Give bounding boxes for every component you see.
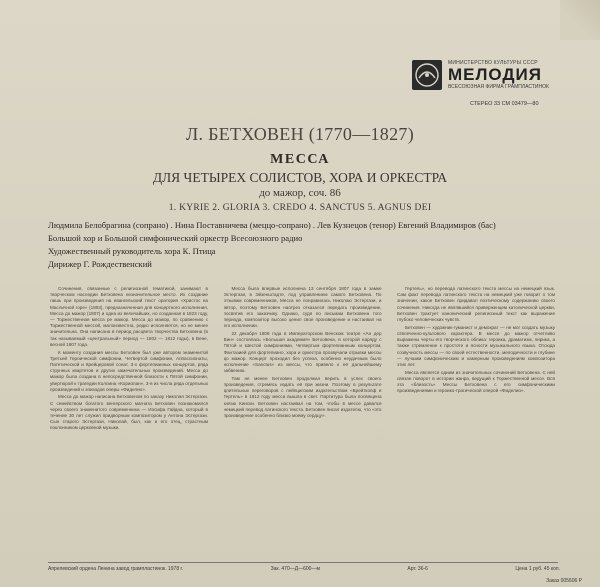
melodiya-logo	[412, 58, 580, 92]
melodiya-emblem-icon	[412, 60, 442, 90]
paragraph: Там не менее Бетховен продолжал верить в успех своего произведения, стремясь издать её при жизни. Поэтому в результате длительных переговоров с лейпцигским издательством «Брейткопф и Гертель» в 1812 году месса вышла в свет. Партитура была посвящена князю Кински. Бетховен настаивал на том, чтобы в мессе давался немецкий перевод латинского текста. Бетховен писал издателю, что «это произведение особенно близко моему сердцу».	[223, 375, 382, 419]
liner-notes	[50, 286, 555, 554]
paragraph: 22 декабря 1808 года в Императорском Венском театре «Ан дер Вин» состоялась «Большая академия» Бетховена, в которой наряду с Пятой и Шестой симфониями, Четвертым фортепианным концертом, Фантазией для фортепиано, хора и оркестра прозвучали отрывки мессы до мажор. Концерт проходил без успеха, особенно неудачным было исполнение «Sanctus» из мессы, что привело к её дальнейшему забвению.	[223, 330, 382, 374]
paragraph: Гертель», но перевода латинского текста мессы на немецкий язык. Сам факт перевода латинского текста на немецкий уже говорит о том значении, какое Бетховен придавал поэтическому содержанию своего сочинения. Никогда не являвшийся приверженцем католической церкви, Бетховен трактует канонический религиозный текст как выражение глубоко человеческих чувств.	[397, 286, 555, 323]
performers-credits	[48, 219, 568, 271]
conductor-line: Дирижер Г. Рождественский	[48, 259, 152, 269]
catalog-number: СТЕРЕО 33 СМ 03479—80	[470, 101, 539, 107]
chorus-master-line: Художественный руководитель хора К. Птица	[48, 246, 216, 256]
work-subtitle: ДЛЯ ЧЕТЫРЕХ СОЛИСТОВ, ХОРА И ОРКЕСТРА	[152, 170, 448, 185]
paragraph: Месса была впервые исполнена 13 сентября 1807 года в замке Эстергази, в Эйзенштадте, под управлением самого Бетховена. По отзывам современников, Месса не понравилась Николаю Эстергази, и автор, поэтому Бетховен наотрез отказался передать произведение, посвятив его заказчику. Однако, судя по письмам Бетховена того периода, композитор высоко ценил свое произведение и настаивал на его исполнении.	[223, 286, 382, 329]
logo-subtitle: ВСЕСОЮЗНАЯ ФИРМА ГРАМПЛАСТИНОК	[448, 84, 549, 90]
footer-divider	[48, 562, 558, 563]
work-key: до мажор, соч. 86	[259, 187, 341, 199]
sleeve-corner-shade	[560, 0, 600, 40]
logo-name: МЕЛОДИЯ	[448, 65, 542, 84]
paragraph: Месса до мажор написана Бетховеном по заказу Николая Эстергази. С семейством богатого венгерского магната Бетховен познакомился через своего знаменитого современника — Иосифа Гайдна, который в течение 30 лет служил придворным композитором у Антона Эстергази. Сын старого Эстергази, Николай, был, как и его отец, страстным поклонником церковной музыки.	[50, 394, 208, 431]
work-title: МЕССА	[270, 152, 330, 167]
footer	[48, 566, 560, 572]
movement-list: 1. KYRIE 2. GLORIA 3. CREDO 4. SANCTUS 5. AGNUS DEI	[168, 203, 432, 213]
order-number: Зак. 470—Д—600—м	[270, 566, 320, 572]
paragraph: Сочинения, связанные с религиозной тематикой, занимают в творческом наследии Бетховена незначительное место. Их создание лишь при произведения на евангельский текст оратория «Христос на Масличной горе» (1803), предназначенная для концертного исполнения, Месса до мажор (1807) и одна из величайших, но созданная в 1823 году, — Торжественная месса ре мажор. Месса до мажор, по сравнению с Торжественной мессой, малоизвестна, редко исполняется, но не менее значительна. Она написана в период расцвета творчества Бетховена (в так называемый «центральный» период — 1802 — 1812 годы), в Вене, весной 1807 года.	[50, 286, 208, 347]
soloists-line: Людмила Белобрагина (сопрано) . Нина Поставничева (меццо-сопрано) . Лев Кузнецов (тенор) Евгений Владимиров (бас)	[48, 220, 496, 230]
paragraph: Бетховен — художник-гуманист и демократ — не мог создать музыку отвлеченно-культового характера. В мессе до мажор отчетливо выражены черты его творческого облика: героика, драматизм, лирика, а также стремление к простоте и ясности музыкального языка. Отсюда созвучность мессы — по своей естественности, мелодичности и глубине — лучшим симфоническим и камерным произведениям композитора этих лет.	[397, 324, 555, 367]
article-number: Арт. 36-6	[407, 566, 428, 572]
choir-orchestra-line: Большой хор и Большой симфонический оркестр Всесоюзного радио	[48, 233, 303, 243]
price: Цена 1 руб. 45 коп.	[515, 566, 560, 572]
order-code: Заказ 005606 Р	[546, 578, 582, 584]
liner-notes-column-3	[397, 286, 555, 554]
paragraph: Месса является одним из значительных сочинений Бетховена. С ней связан поворот в истории жанра, ведущий к Торжественной мессе. Вся эта «близость» Мессы Бетховена с его симфоническими произведениями и героико-трагической оперой «Фиделио».	[397, 369, 555, 394]
paragraph: К моменту создания мессы Бетховен был уже автором знаменитой Третьей Героической симфонии, Четвертой симфонии, Аппассионаты, Патетической и Крейцеровой сонат, 3-х фортепианных концертов, ряда струнных квартетов и других замечательных произведений. Месса до мажор была создана в непосредственной близости к Пятой симфонии, увертюрой к трагедии Коллина «Кориолан», 3-я из числа ряда отдельных произведений и эпизодов оперы «Фиделио».	[50, 349, 208, 392]
composer-title: Л. БЕТХОВЕН (1770—1827)	[185, 124, 414, 144]
liner-notes-column-1	[50, 286, 208, 554]
plant-credit: Апрелевский ордена Ленина завод грампластинок. 1978 г.	[48, 566, 184, 572]
liner-notes-column-2	[224, 286, 382, 554]
logo-ministry: МИНИСТЕРСТВО КУЛЬТУРЫ СССР	[448, 60, 538, 66]
